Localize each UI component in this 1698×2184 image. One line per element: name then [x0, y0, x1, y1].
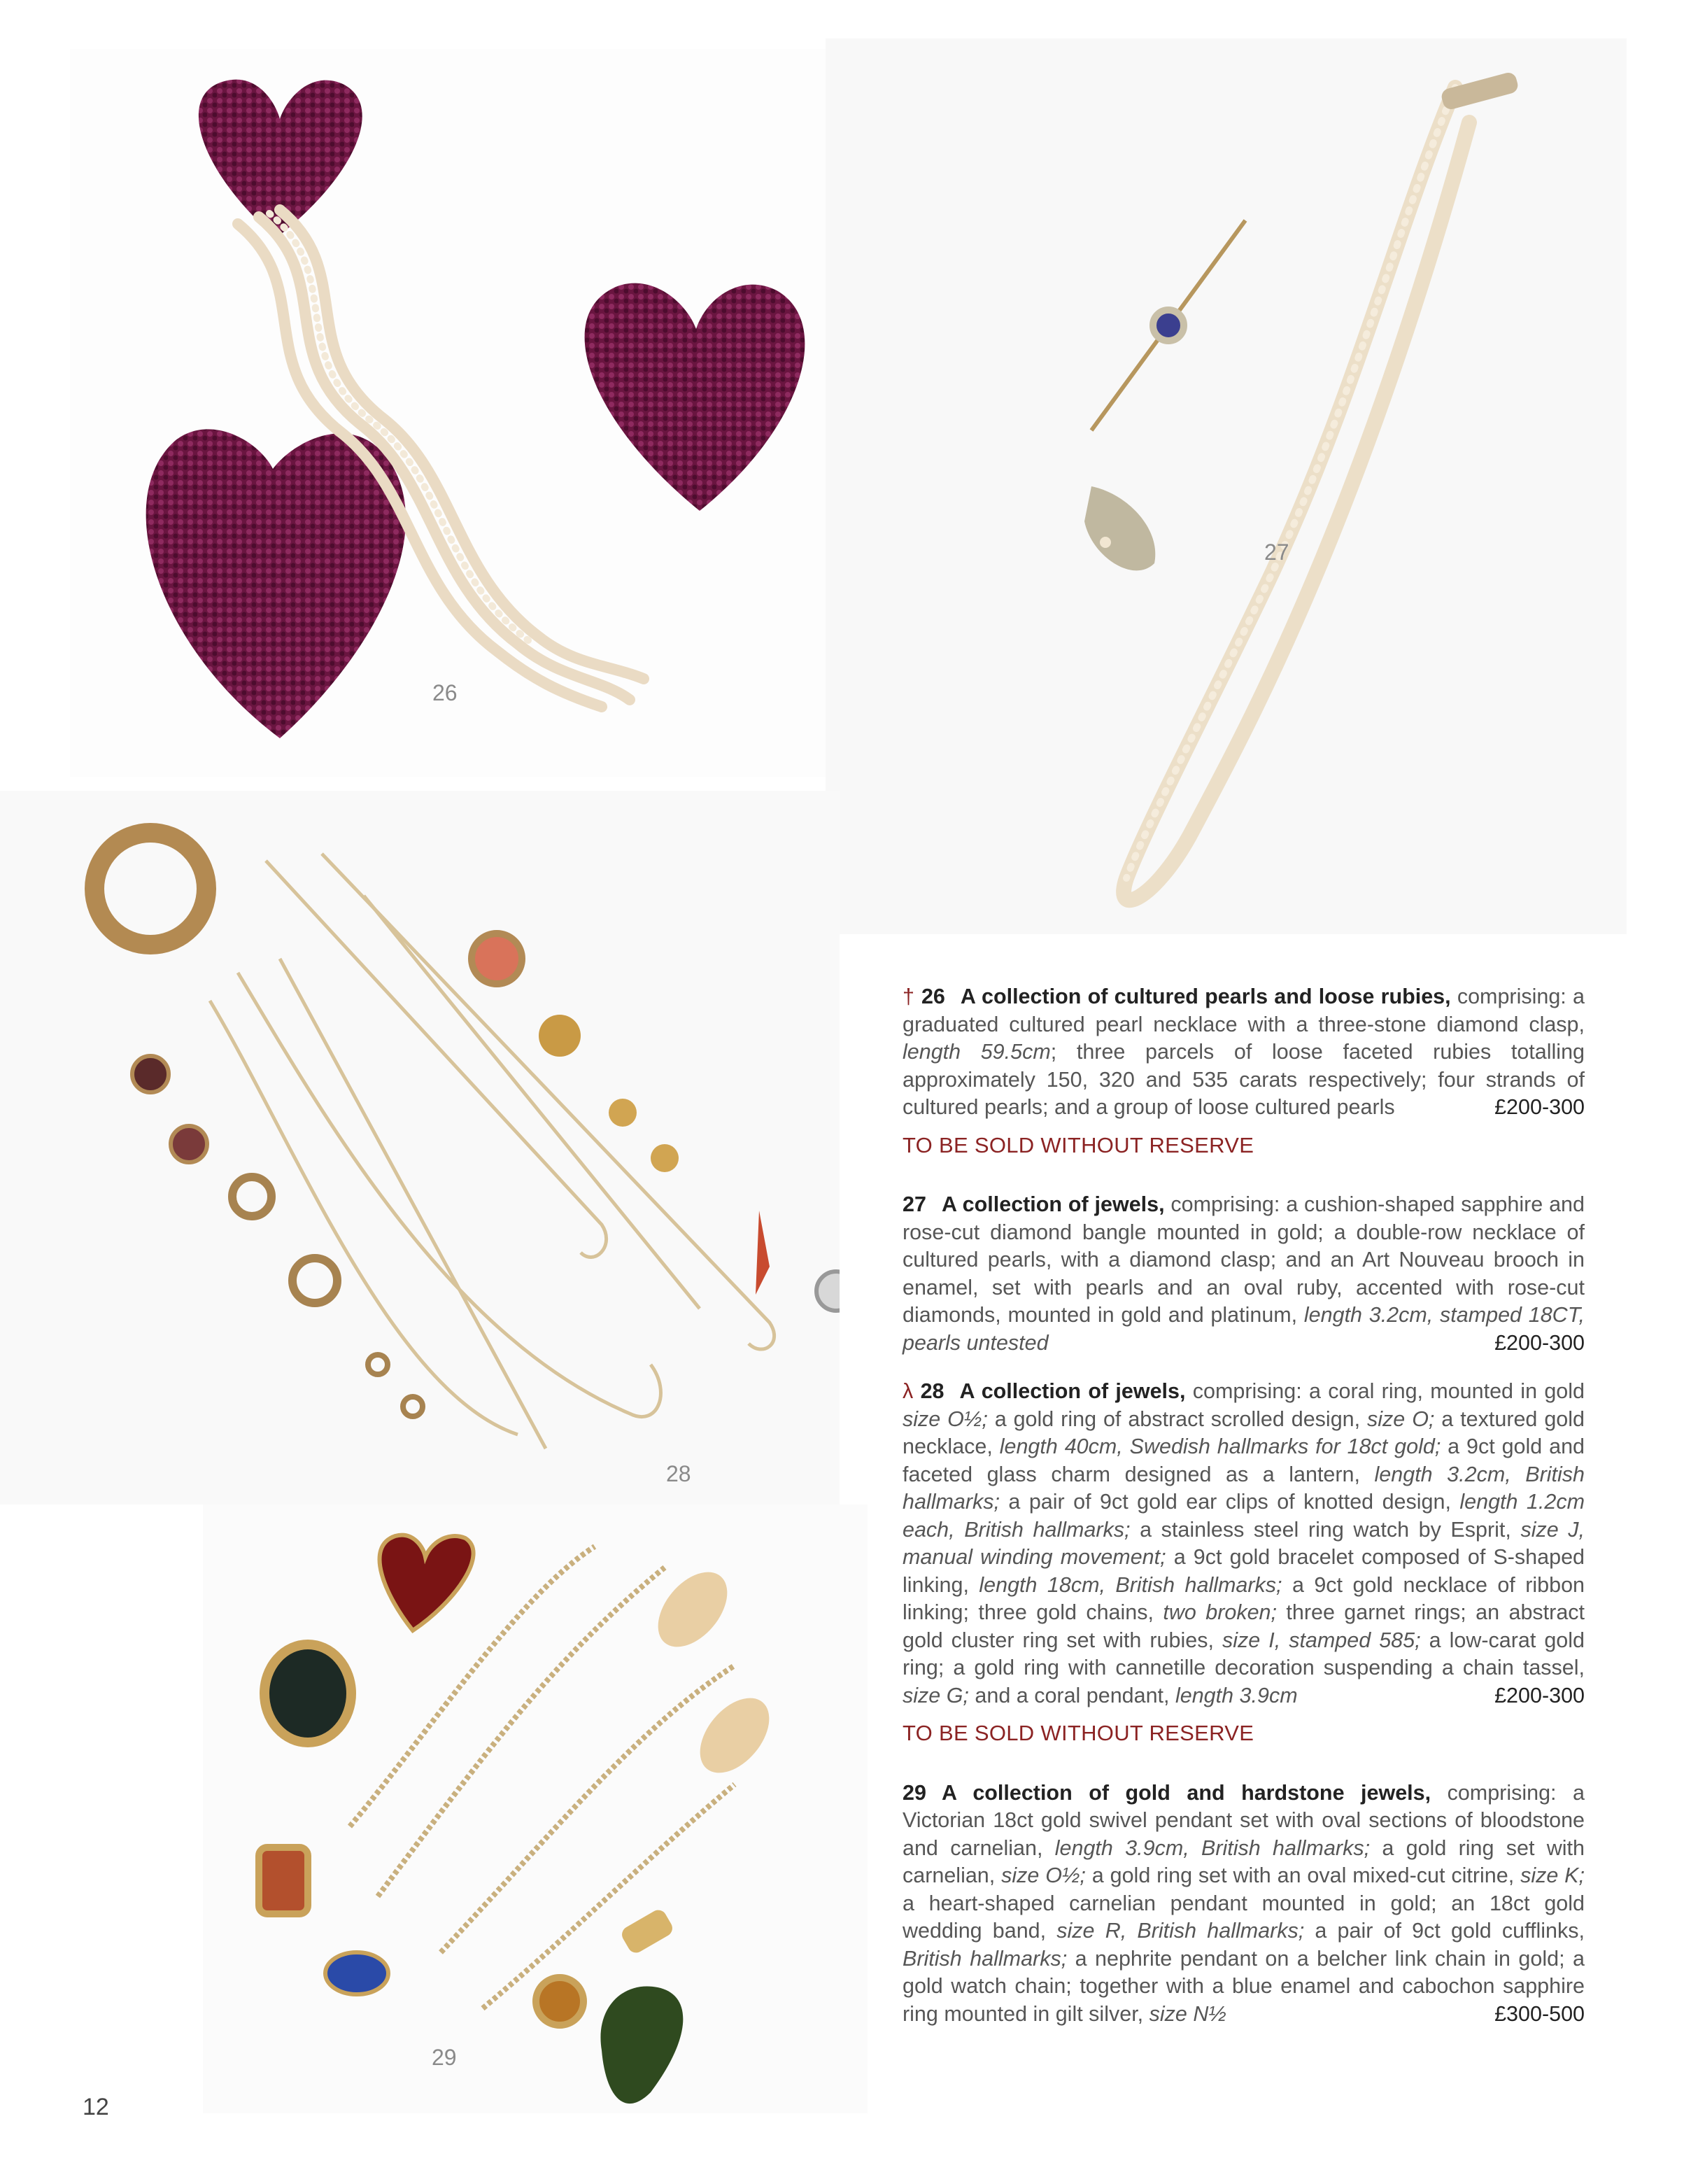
lot-price: £200-300	[1494, 1683, 1585, 1707]
lot-price: £300-500	[1494, 2001, 1585, 2026]
lot-body: ; three parcels of loose faceted rubies totalling approximately 150, 320 and 535 carats respectively; four strands of cultured pearls; and a group of loose cultured pearls	[903, 1040, 1585, 1119]
pearl-necklace-and-brooches-photo	[826, 38, 1627, 934]
lot-descriptions	[903, 983, 1585, 2028]
lot-body: a textured gold necklace,	[903, 1407, 1585, 1458]
photo-label-29: 29	[432, 2045, 457, 2070]
coral-pendant	[756, 1211, 770, 1295]
lot-body: three garnet rings; an abstract gold cluster ring set with rubies,	[903, 1600, 1585, 1652]
lot-body-italic: size R, British hallmarks;	[1056, 1919, 1305, 1943]
gold-bracelet	[94, 833, 206, 945]
lot-body: comprising: a coral ring, mounted in gold	[1185, 1379, 1585, 1403]
lot-price: £200-300	[1494, 1330, 1585, 1355]
photo-label-28: 28	[666, 1461, 691, 1486]
gold-scrolled-ring	[539, 1015, 581, 1057]
lot-body-italic: British hallmarks;	[903, 1946, 1068, 1971]
photo-lot-27	[826, 38, 1627, 934]
lot-title: A collection of jewels,	[941, 1192, 1165, 1216]
photo-lot-28	[0, 791, 840, 1505]
lot-number: 29	[903, 1780, 926, 1805]
lot-body-italic: size O½;	[1001, 1864, 1086, 1887]
reserve-note: TO BE SOLD WITHOUT RESERVE	[903, 1721, 1254, 1745]
lot-body: a gold ring set with carnelian,	[903, 1836, 1585, 1887]
lot-body: a low-carat gold ring; a gold ring with cannetille decoration suspending a chain tassel,	[903, 1628, 1585, 1679]
sapphire	[1153, 310, 1184, 341]
diamond-clasp	[1440, 71, 1520, 111]
cufflink-2	[686, 1685, 783, 1786]
swivel-pendant	[264, 1644, 351, 1742]
lot-body-italic: two broken;	[1163, 1600, 1277, 1624]
lot-body: a gold ring of abstract scrolled design,	[987, 1407, 1368, 1431]
lot-body: a 9ct gold bracelet composed of S-shaped linking,	[903, 1545, 1585, 1597]
lot-body-italic: size O½;	[903, 1407, 988, 1431]
lot-26	[903, 983, 1585, 1122]
lot-body-italic: length 3.9cm, British hallmarks;	[1054, 1836, 1371, 1860]
lot-title: A collection of jewels,	[959, 1379, 1186, 1403]
lot-body: a stainless steel ring watch by Esprit,	[1130, 1517, 1521, 1542]
lot-body-italic: length 3.2cm, stamped 18CT, pearls untested	[903, 1303, 1585, 1355]
lot-27	[903, 1191, 1585, 1357]
pearls-and-ruby-hearts-photo	[70, 49, 826, 777]
ruby-heart-right	[585, 283, 805, 511]
lot-body-italic: size G;	[903, 1683, 969, 1707]
lot-body: a heart-shaped carnelian pendant mounted in gold; an 18ct gold wedding band,	[903, 1891, 1585, 1943]
lot-body-italic: length 40cm, Swedish hallmarks for 18ct gold;	[999, 1435, 1441, 1458]
lot-price: £200-300	[1494, 1095, 1585, 1119]
lot-symbol: λ	[903, 1379, 914, 1403]
art-nouveau-brooch	[1084, 486, 1155, 570]
lot-body-italic: size O;	[1367, 1407, 1435, 1431]
lot-body: comprising: a graduated cultured pearl necklace with a three-stone diamond clasp,	[903, 985, 1585, 1036]
lot-29	[903, 1780, 1585, 2029]
lot-body: comprising: a cushion-shaped sapphire and rose-cut diamond bangle mounted in gold; a double-row necklace of cultured pearls, with a diamond clasp; and an Art Nouveau brooch in enamel, set with pearls and an oval ruby, accented with rose-cut diamonds, mounted in gold and platinum,	[903, 1192, 1585, 1327]
lot-body: a gold ring set with an oval mixed-cut citrine,	[1085, 1864, 1521, 1887]
lot-body: and a coral pendant,	[968, 1683, 1175, 1707]
lot-body: a 9ct gold necklace of ribbon linking; three gold chains,	[903, 1572, 1585, 1624]
lot-body-italic: length 59.5cm	[903, 1040, 1051, 1064]
carnelian-ring	[259, 1847, 308, 1914]
nephrite-pendant	[600, 1986, 683, 2104]
page-number: 12	[83, 2094, 109, 2120]
lot-body: comprising: a Victorian 18ct gold swivel pendant set with oval sections of bloodstone and carnelian,	[903, 1780, 1585, 1860]
lot-body-italic: length 1.2cm each, British hallmarks;	[903, 1490, 1585, 1542]
lot-body-italic: size I, stamped 585;	[1222, 1628, 1421, 1652]
photo-label-27: 27	[1264, 540, 1289, 565]
lot-28	[903, 1378, 1585, 1710]
lot-body-italic: size K;	[1520, 1864, 1585, 1887]
lot-title: A collection of cultured pearls and loose rubies,	[960, 985, 1451, 1008]
gold-and-hardstone-jewels-photo	[203, 1505, 868, 2113]
citrine-ring	[536, 1978, 583, 2025]
lot-body: a 9ct gold and faceted glass charm designed as a lantern,	[903, 1435, 1585, 1486]
lot-body: a pair of 9ct gold ear clips of knotted design,	[999, 1490, 1460, 1514]
wedding-band	[619, 1907, 676, 1956]
lot-body: a pair of 9ct gold cufflinks,	[1304, 1919, 1585, 1943]
gold-chains-and-rings-photo	[0, 791, 840, 1505]
blue-enamel-ring	[325, 1952, 388, 1994]
lot-symbol: †	[903, 985, 915, 1008]
photo-lot-26	[70, 49, 826, 777]
photo-lot-29	[203, 1505, 868, 2113]
lot-number: 28	[920, 1379, 944, 1403]
coral-ring	[472, 934, 522, 984]
lot-body-italic: length 18cm, British hallmarks;	[979, 1572, 1282, 1597]
lot-body: a nephrite pendant on a belcher link chain in gold; a gold watch chain; together with a blue enamel and cabochon sapphire ring mounted in gilt silver,	[903, 1946, 1585, 2026]
lot-body-italic: length 3.2cm, British hallmarks;	[903, 1462, 1585, 1514]
lot-number: 26	[921, 985, 945, 1008]
reserve-note: TO BE SOLD WITHOUT RESERVE	[903, 1132, 1254, 1157]
ruby-heart-left	[146, 429, 406, 738]
ring-watch	[816, 1271, 840, 1311]
lot-number: 27	[903, 1192, 926, 1216]
lot-body-italic: size J, manual winding movement;	[903, 1517, 1585, 1569]
lot-title: A collection of gold and hardstone jewels,	[941, 1780, 1431, 1805]
lot-body-italic: size N½	[1149, 2001, 1226, 2026]
lot-body-italic: length 3.9cm	[1175, 1683, 1298, 1707]
photo-label-26: 26	[432, 680, 458, 705]
carnelian-heart-pendant	[380, 1535, 474, 1630]
